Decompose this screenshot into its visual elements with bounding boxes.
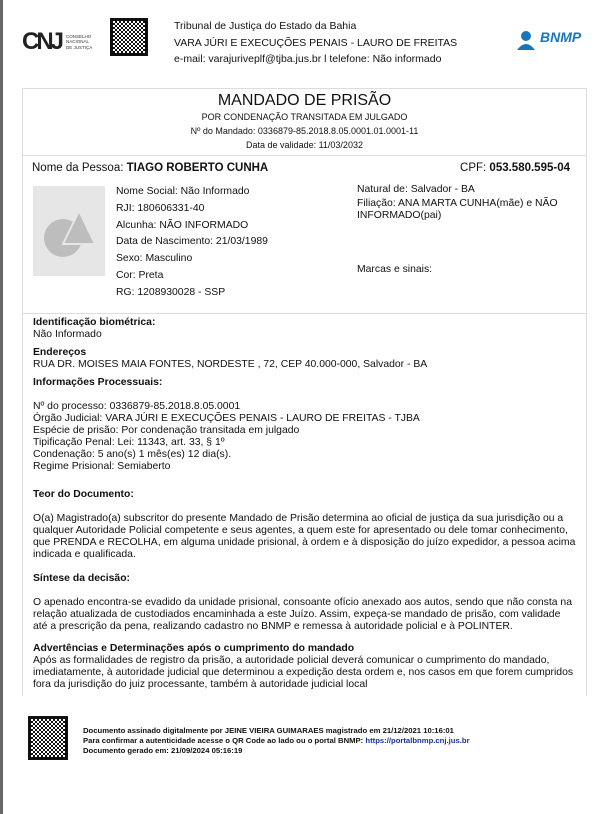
teor-text: O(a) Magistrado(a) subscritor do presente Mandado de Prisão determina ao oficial de justiça da sua jurisdição ou a qualquer Autoridade Policial competente e seus agentes, a quem este for apresentado ou dele tomar conhecimento, que PRENDA e RECOLHA, em alguma unidade prisional, à ordem e à disposição do juízo expedidor, a pessoa acima indicada e qualificada. (33, 513, 576, 560)
person-detail: Data de Nascimento: 21/03/1989 (116, 236, 268, 248)
process-line: Condenação: 5 ano(s) 1 mês(es) 12 dia(s). (33, 449, 232, 460)
footer-qr-code (28, 716, 68, 760)
process-line: Tipificação Penal: Lei: 11343, art. 33, § 1º (33, 437, 225, 448)
natural-de: Natural de: Salvador - BA (357, 184, 475, 195)
photo-placeholder-icon (33, 186, 105, 276)
header-qr-code (110, 18, 148, 56)
filiacao: Filiação: ANA MARTA CUNHA(mãe) e NÃO INFORMADO(pai) (357, 198, 558, 221)
process-line: Órgão Judicial: VARA JÚRI E EXECUÇÕES PENAIS - LAURO DE FREITAS - TJBA (33, 413, 420, 424)
person-detail: RG: 1208930028 - SSP (116, 286, 226, 298)
cnj-logo: CNJ CONSELHO NACIONAL DE JUSTIÇA (22, 28, 93, 55)
teor-title: Teor do Documento: (33, 489, 134, 500)
bnmp-logo: BNMP (516, 26, 588, 56)
process-title: Informações Processuais: (33, 377, 163, 388)
confirm-text: Para confirmar a autenticidade acesse o QR Code ao lado ou o portal BNMP: (83, 736, 366, 745)
signed-by: Documento assinado digitalmente por JEINE VIEIRA GUIMARAES magistrado em 21/12/2021 10:16:01 (83, 726, 454, 735)
contact-info: e-mail: varajuriveplf@tjba.jus.br l telefone: Não informado (174, 53, 442, 65)
advertencias-text: Após as formalidades de registro da prisão, a autoridade policial deverá comunicar o cumprimento do mandado, imediatamente, à autoridade judicial que determinou a expedição desta ordem e, nos casos em que forem cumpridos fora da jurisdição do juiz processante, também à autoridade judicial local (33, 655, 574, 690)
marcas-sinais: Marcas e sinais: (357, 264, 433, 275)
court-name: Tribunal de Justiça do Estado da Bahia (174, 20, 357, 32)
biometric-title: Identificação biométrica: (33, 317, 156, 328)
address-value: RUA DR. MOISES MAIA FONTES, NORDESTE , 72, CEP 40.000-000, Salvador - BA (33, 359, 428, 370)
person-name: TIAGO ROBERTO CUNHA (126, 162, 269, 174)
process-line: Nº do processo: 0336879-85.2018.8.05.0001 (33, 401, 241, 412)
process-line: Regime Prisional: Semiaberto (33, 461, 171, 472)
person-detail: Nome Social: Não Informado (116, 186, 250, 197)
name-label: Nome da Pessoa: (32, 162, 127, 174)
person-detail: Sexo: Masculino (116, 253, 193, 265)
sintese-text: O apenado encontra-se evadido da unidade prisional, consoante ofício anexado aos autos, sendo que não consta na relação atualizada de custodiados encaminhada a este Juízo. Assim, expeça-se mandado de prisão, com validade até a prescrição da pena, realizando cadastro no BNMP e remessa à autoridade policial e à POLINTER. (33, 597, 572, 632)
biometric-value: Não Informado (33, 329, 102, 340)
vara-name: VARA JÚRI E EXECUÇÕES PENAIS - LAURO DE FREITAS (174, 36, 458, 49)
cpf-value: 053.580.595-04 (489, 162, 570, 174)
document-title: MANDADO DE PRISÃO (217, 92, 392, 109)
document-header (22, 18, 588, 68)
person-detail: Alcunha: NÃO INFORMADO (116, 219, 249, 231)
document-subtitle: POR CONDENAÇÃO TRANSITADA EM JULGADO (201, 112, 408, 122)
warrant-body (22, 88, 587, 696)
address-title: Endereços (33, 347, 87, 358)
portal-link[interactable]: https://portalbnmp.cnj.jus.br (365, 736, 470, 745)
sintese-title: Síntese da decisão: (33, 573, 131, 584)
window-edge (0, 0, 3, 814)
warrant-number: Nº do Mandado: 0336879-85.2018.8.05.0001.01.0001-11 (190, 126, 419, 136)
generated-date: Documento gerado em: 21/09/2024 05:16:19 (83, 746, 243, 755)
person-detail: Cor: Preta (116, 269, 164, 281)
cpf-label: CPF: (460, 162, 490, 174)
validity-date: Data de validade: 11/03/2032 (246, 140, 363, 150)
person-section (23, 156, 586, 314)
process-line: Espécie de prisão: Por condenação transitada em julgado (33, 425, 300, 436)
advertencias-title: Advertências e Determinações após o cumprimento do mandado (33, 643, 355, 654)
person-detail: RJI: 180606331-40 (116, 202, 205, 214)
